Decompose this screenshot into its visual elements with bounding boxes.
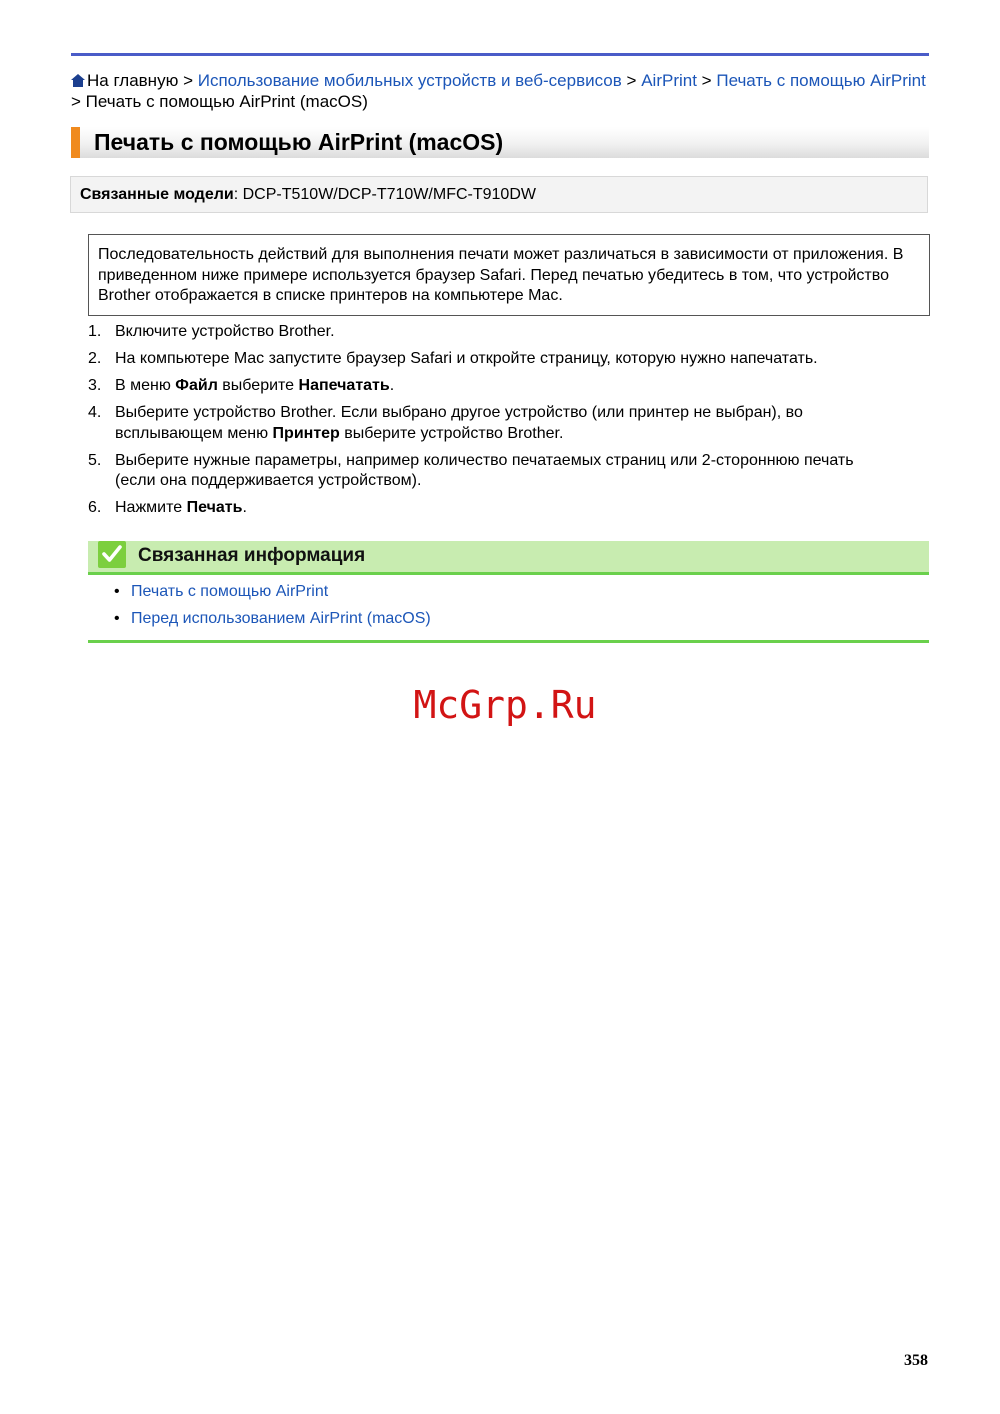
breadcrumb-home[interactable]: На главную xyxy=(87,71,179,90)
related-link-print-airprint[interactable]: Печать с помощью AirPrint xyxy=(131,583,329,600)
step-text: выберите устройство Brother. xyxy=(339,424,564,442)
page-number: 358 xyxy=(904,1352,928,1369)
step-item xyxy=(88,349,888,370)
step-item xyxy=(88,403,888,444)
related-info-header xyxy=(88,541,929,575)
related-models xyxy=(70,176,928,213)
steps-list xyxy=(88,322,888,525)
page-title-bar xyxy=(71,127,929,158)
breadcrumb-current: Печать с помощью AirPrint (macOS) xyxy=(85,92,368,111)
step-number: 2. xyxy=(88,350,102,367)
step-item xyxy=(88,376,888,397)
breadcrumb-link-print-airprint[interactable]: Печать с помощью AirPrint xyxy=(716,71,926,90)
step-number: 1. xyxy=(88,323,102,340)
step-number: 4. xyxy=(88,404,102,421)
step-item xyxy=(88,498,888,519)
home-icon xyxy=(71,74,85,87)
breadcrumb-separator: > xyxy=(626,71,637,90)
step-text: На компьютере Mac запустите браузер Safari и откройте страницу, которую нужно напечатать. xyxy=(115,350,818,367)
related-link-before-airprint-macos[interactable]: Перед использованием AirPrint (macOS) xyxy=(131,610,431,627)
related-links-list xyxy=(114,582,431,636)
step-text: Включите устройство Brother. xyxy=(115,323,335,340)
page-title: Печать с помощью AirPrint (macOS) xyxy=(94,129,504,155)
menu-file-label: Файл xyxy=(175,377,218,394)
step-number: 6. xyxy=(88,499,102,516)
list-item xyxy=(114,582,431,602)
breadcrumb-separator: > xyxy=(701,71,712,90)
breadcrumb xyxy=(71,70,929,112)
step-item xyxy=(88,451,888,492)
step-text: Выберите устройство Brother. Если выбрано другое устройство (или принтер не выбран), во всплывающем меню xyxy=(115,404,803,442)
step-text: . xyxy=(242,499,247,516)
printer-menu-label: Принтер xyxy=(272,424,340,442)
step-number: 5. xyxy=(88,451,102,469)
step-number: 3. xyxy=(88,377,102,394)
title-accent xyxy=(71,127,80,158)
step-item xyxy=(88,322,888,343)
breadcrumb-link-mobile-services[interactable]: Использование мобильных устройств и веб-сервисов xyxy=(197,71,622,90)
checkmark-icon xyxy=(98,541,126,568)
list-item xyxy=(114,609,431,629)
breadcrumb-separator: > xyxy=(183,71,193,90)
print-button-label: Печать xyxy=(186,499,243,516)
bullet: • xyxy=(114,583,120,600)
note-box: Последовательность действий для выполнения печати может различаться в зависимости от приложения. В приведенном ниже примере используется браузер Safari. Перед печатью убедитесь в том, что устройство Brother отображается в списке принтеров на компьютере Mac. xyxy=(88,234,930,316)
related-bottom-rule xyxy=(88,640,929,643)
step-text: . xyxy=(389,377,395,394)
top-rule xyxy=(71,53,929,56)
watermark: McGrp.Ru xyxy=(413,683,597,727)
step-text: выберите xyxy=(217,377,299,394)
related-models-label: Связанные модели xyxy=(80,186,234,203)
related-models-value: : DCP-T510W/DCP-T710W/MFC-T910DW xyxy=(233,186,536,203)
step-text: Нажмите xyxy=(115,499,187,516)
bullet: • xyxy=(114,610,120,627)
breadcrumb-separator: > xyxy=(71,92,81,111)
related-info-title: Связанная информация xyxy=(138,545,366,566)
step-text: Выберите нужные параметры, например количество печатаемых страниц или 2-стороннюю печать (если она поддерживается устройством). xyxy=(115,451,854,489)
step-text: В меню xyxy=(115,377,176,394)
menu-print-label: Напечатать xyxy=(298,377,390,394)
breadcrumb-link-airprint[interactable]: AirPrint xyxy=(641,71,697,90)
